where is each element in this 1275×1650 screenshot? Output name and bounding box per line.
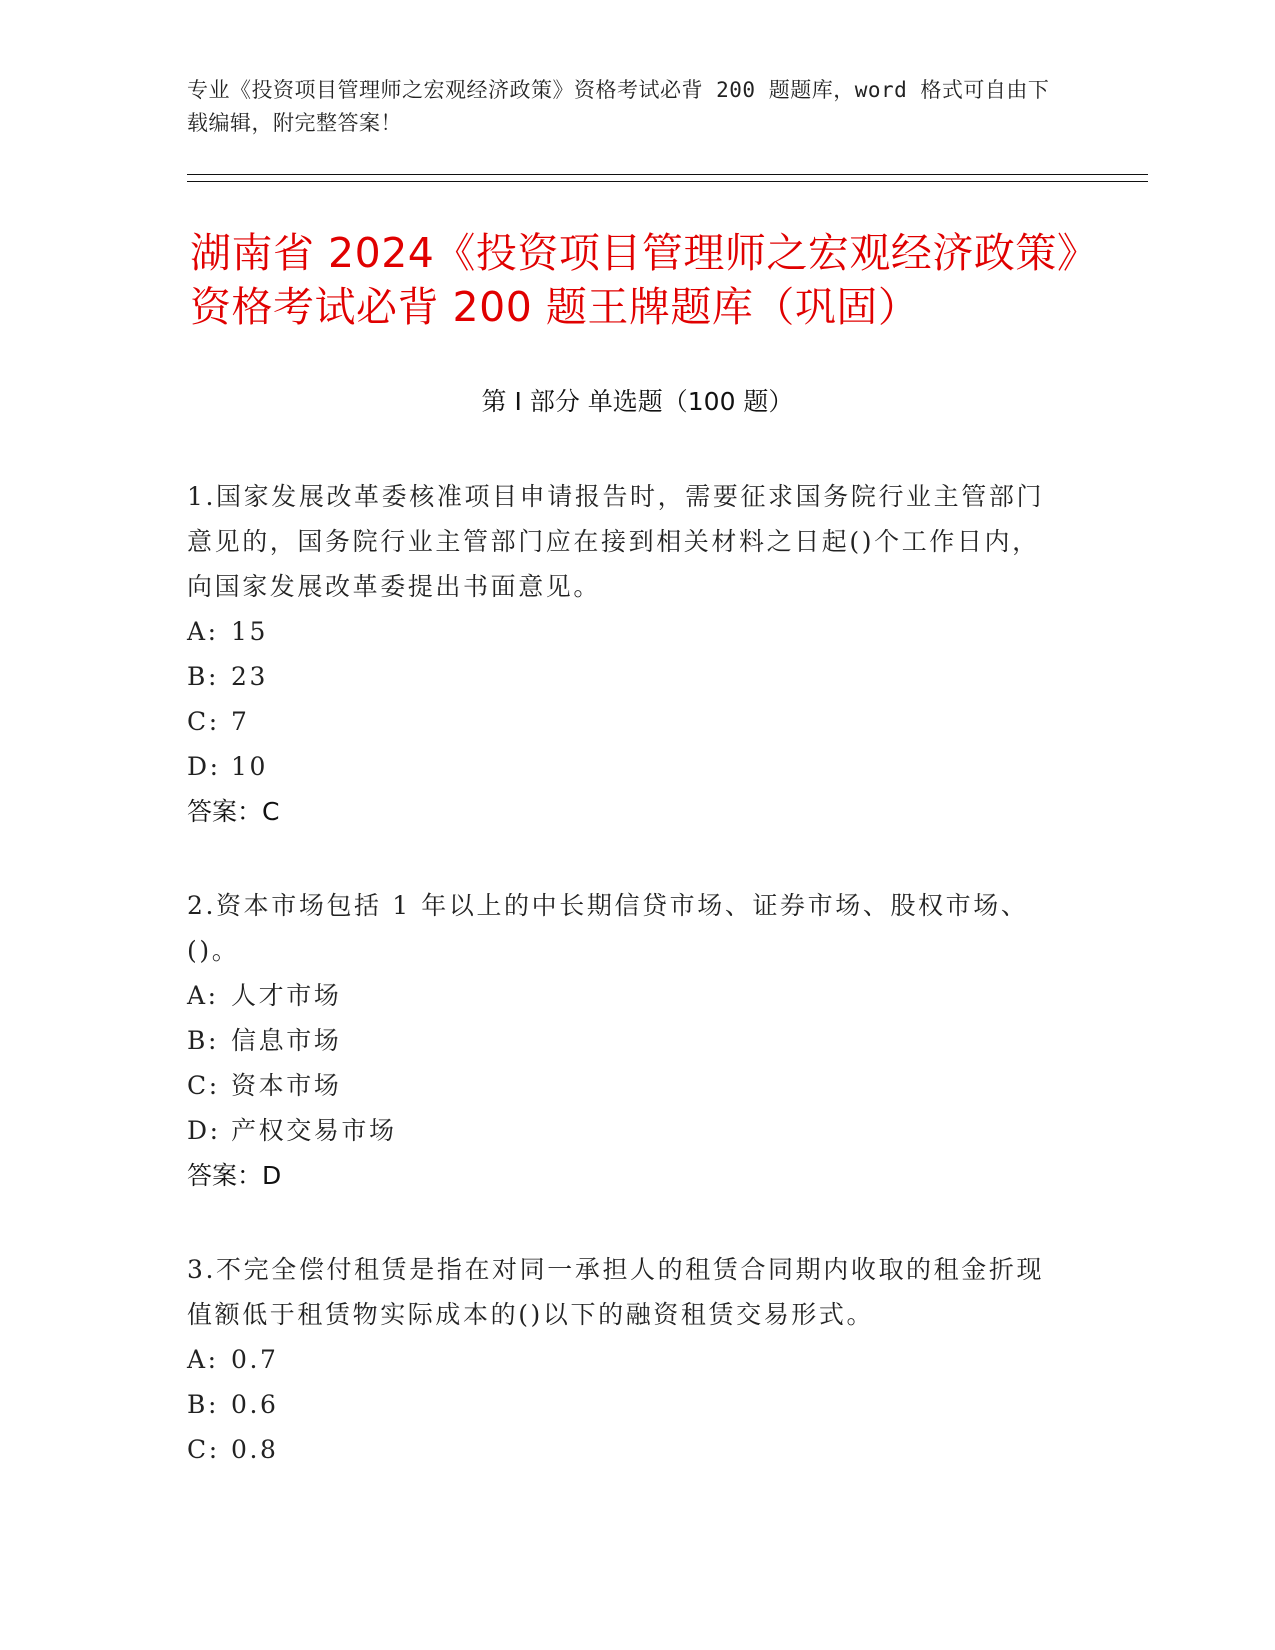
option-text: 资本市场 [231, 1071, 342, 1100]
option-key: B: [187, 662, 219, 691]
option-text: 人才市场 [231, 981, 342, 1010]
header-note: 专业《投资项目管理师之宏观经济政策》资格考试必背 200 题题库，word 格式可自由下载编辑，附完整答案！ [187, 78, 1050, 135]
section-title: 第 I 部分 单选题（100 题） [481, 387, 794, 416]
option-text: 0.8 [231, 1435, 279, 1464]
header-divider-top [187, 174, 1148, 175]
option-text: 产权交易市场 [231, 1116, 397, 1145]
option-key: C: [187, 1435, 220, 1464]
option-c [187, 699, 1067, 744]
option-key: B: [187, 1390, 219, 1419]
option-text: 0.6 [231, 1390, 279, 1419]
header-divider-bottom [187, 181, 1148, 182]
document-title: 湖南省 2024《投资项目管理师之宏观经济政策》资格考试必背 200 题王牌题库（巩固） [190, 229, 1078, 331]
option-text: 信息市场 [231, 1026, 342, 1055]
option-key: B: [187, 1026, 219, 1055]
question-stem: 1.国家发展改革委核准项目申请报告时，需要征求国务院行业主管部门意见的，国务院行业主管部门应在接到相关材料之日起()个工作日内，向国家发展改革委提出书面意见。 [187, 482, 1045, 601]
option-d [187, 1108, 1067, 1153]
answer-line: 答案：D [187, 1161, 282, 1190]
question-3 [187, 1247, 1067, 1472]
question-stem: 2.资本市场包括 1 年以上的中长期信贷市场、证券市场、股权市场、()。 [187, 891, 1029, 965]
option-b [187, 1018, 1067, 1063]
option-a [187, 609, 1067, 654]
option-a [187, 973, 1067, 1018]
option-key: C: [187, 1071, 220, 1100]
option-key: C: [187, 707, 220, 736]
option-text: 23 [231, 662, 269, 691]
question-1 [187, 474, 1067, 834]
option-text: 15 [231, 617, 269, 646]
option-c [187, 1427, 1067, 1472]
option-key: D: [187, 1116, 221, 1145]
option-key: A: [187, 617, 219, 646]
answer-line: 答案：C [187, 797, 280, 826]
option-d [187, 744, 1067, 789]
option-key: D: [187, 752, 221, 781]
question-2 [187, 883, 1067, 1198]
option-c [187, 1063, 1067, 1108]
question-list [187, 474, 1067, 1521]
option-text: 7 [231, 707, 250, 736]
option-text: 10 [231, 752, 269, 781]
option-b [187, 1382, 1067, 1427]
option-text: 0.7 [231, 1345, 279, 1374]
option-key: A: [187, 1345, 219, 1374]
question-stem: 3.不完全偿付租赁是指在对同一承担人的租赁合同期内收取的租金折现值额低于租赁物实际成本的()以下的融资租赁交易形式。 [187, 1255, 1045, 1329]
option-a [187, 1337, 1067, 1382]
option-key: A: [187, 981, 219, 1010]
option-b [187, 654, 1067, 699]
